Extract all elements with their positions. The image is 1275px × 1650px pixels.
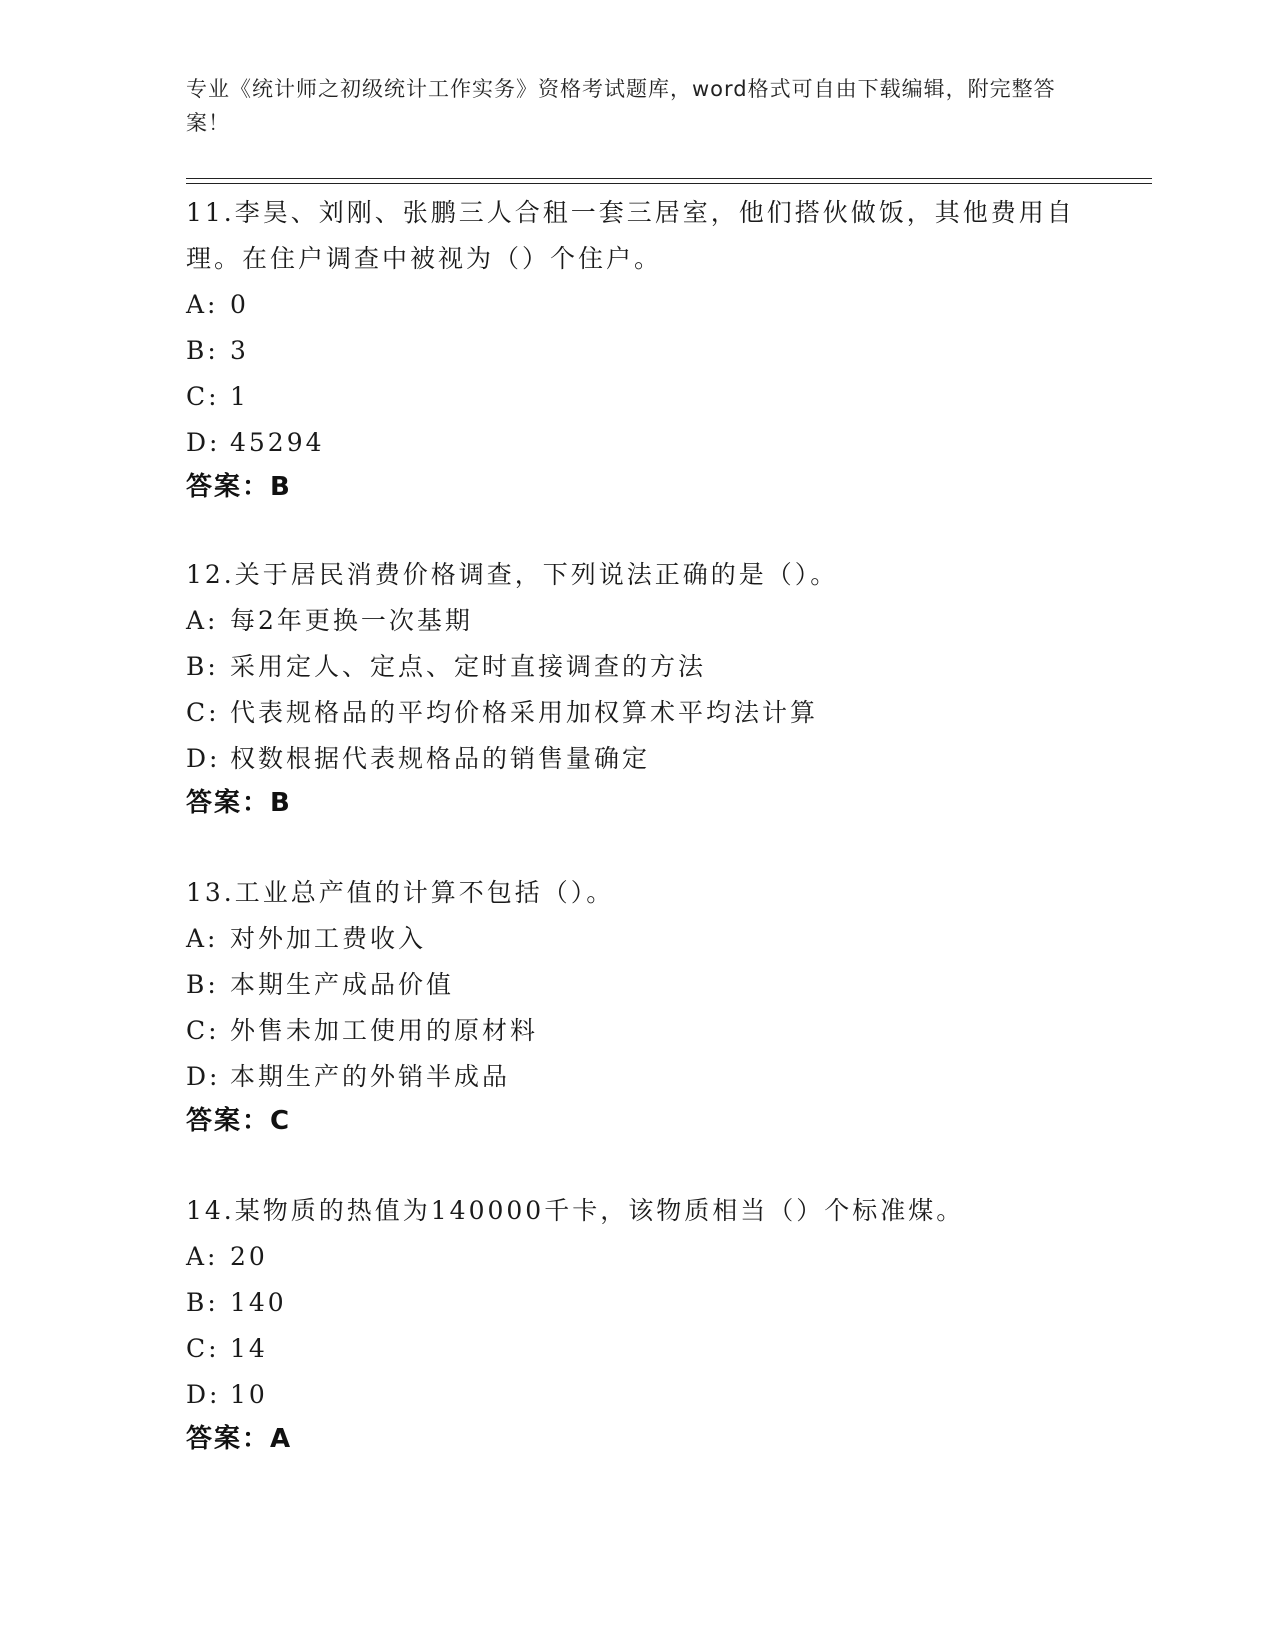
header-divider-bottom [186, 183, 1152, 184]
answer-label: 答案：B [186, 472, 292, 502]
question-text: 13.工业总产值的计算不包括（）。 [186, 878, 615, 907]
option-text: 10 [230, 1380, 268, 1409]
option-letter: B: [186, 1288, 219, 1317]
option-b [186, 644, 1086, 690]
option-text: 权数根据代表规格品的销售量确定 [230, 744, 651, 773]
option-letter: A: [186, 1242, 219, 1271]
option-d [186, 736, 1086, 782]
option-a [186, 916, 1086, 962]
option-c [186, 1008, 1086, 1054]
header-divider-top [186, 178, 1152, 179]
option-letter: D: [186, 744, 221, 773]
option-letter: C: [186, 698, 220, 727]
question-14 [186, 1188, 1086, 1460]
option-d [186, 1054, 1086, 1100]
option-d [186, 1372, 1086, 1418]
option-a [186, 282, 1086, 328]
option-letter: B: [186, 336, 219, 365]
option-text: 20 [230, 1242, 268, 1271]
option-text: 本期生产的外销半成品 [230, 1062, 511, 1091]
option-text: 本期生产成品价值 [230, 970, 455, 999]
option-c [186, 1326, 1086, 1372]
option-b [186, 328, 1086, 374]
option-text: 采用定人、定点、定时直接调查的方法 [230, 652, 707, 681]
option-c [186, 374, 1086, 420]
option-b [186, 1280, 1086, 1326]
question-12 [186, 552, 1086, 824]
option-text: 对外加工费收入 [230, 924, 427, 953]
question-text: 11.李昊、刘刚、张鹏三人合租一套三居室，他们搭伙做饭，其他费用自理。在住户调查中被视为（）个住户。 [186, 198, 1075, 273]
option-letter: A: [186, 924, 219, 953]
question-text: 14.某物质的热值为140000千卡，该物质相当（）个标准煤。 [186, 1196, 965, 1225]
option-letter: A: [186, 290, 219, 319]
option-letter: D: [186, 1062, 221, 1091]
option-letter: A: [186, 606, 219, 635]
option-text: 外售未加工使用的原材料 [230, 1016, 539, 1045]
option-d [186, 420, 1086, 466]
option-letter: B: [186, 652, 219, 681]
option-text: 3 [230, 336, 249, 365]
option-text: 14 [230, 1334, 268, 1363]
option-text: 每2年更换一次基期 [230, 606, 473, 635]
answer-label: 答案：B [186, 788, 292, 818]
question-13 [186, 870, 1086, 1142]
page-header-text: 专业《统计师之初级统计工作实务》资格考试题库，word格式可自由下载编辑，附完整答案！ [186, 77, 1056, 135]
option-a [186, 598, 1086, 644]
option-b [186, 962, 1086, 1008]
option-letter: C: [186, 1016, 220, 1045]
option-letter: C: [186, 1334, 220, 1363]
option-text: 0 [230, 290, 249, 319]
option-letter: B: [186, 970, 219, 999]
question-text: 12.关于居民消费价格调查，下列说法正确的是（）。 [186, 560, 839, 589]
option-text: 45294 [230, 428, 325, 457]
question-11 [186, 190, 1086, 508]
option-a [186, 1234, 1086, 1280]
option-text: 代表规格品的平均价格采用加权算术平均法计算 [230, 698, 819, 727]
option-text: 1 [230, 382, 249, 411]
option-letter: D: [186, 1380, 221, 1409]
answer-label: 答案：A [186, 1424, 293, 1454]
option-letter: D: [186, 428, 221, 457]
option-c [186, 690, 1086, 736]
option-letter: C: [186, 382, 220, 411]
option-text: 140 [230, 1288, 287, 1317]
answer-label: 答案：C [186, 1106, 292, 1136]
